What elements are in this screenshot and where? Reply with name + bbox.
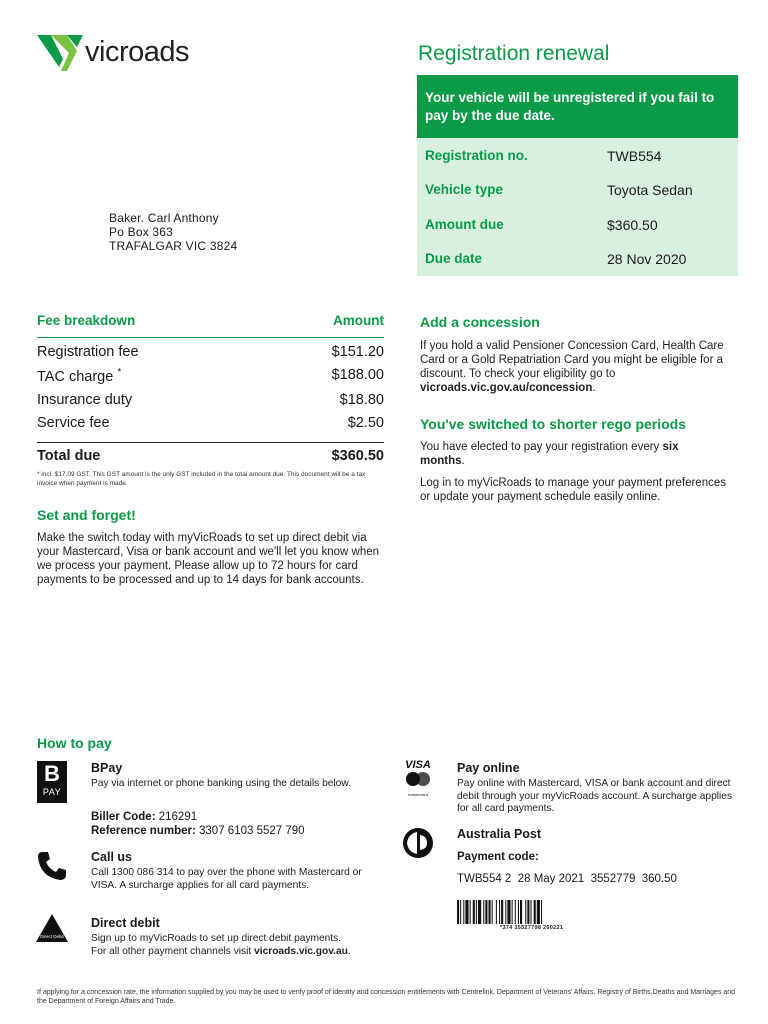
vicroads-logo — [37, 33, 189, 71]
card-logos — [402, 759, 434, 797]
barcode-bar — [518, 900, 519, 924]
barcode-bar — [460, 900, 461, 924]
direct-debit-icon — [35, 913, 69, 943]
total-label: Total due — [37, 448, 101, 464]
australia-post-icon — [402, 827, 434, 859]
barcode — [457, 900, 619, 924]
mastercard-label: mastercard — [407, 792, 428, 797]
detail-value: $360.50 — [607, 217, 658, 233]
detail-value: Toyota Sedan — [607, 182, 693, 198]
fee-amount: $151.20 — [331, 344, 384, 360]
biller-code-label: Biller Code: — [91, 811, 156, 823]
direct-debit-text — [91, 933, 351, 958]
shorter-rego-text — [420, 440, 725, 468]
concession-title: Add a concession — [420, 314, 540, 330]
direct-debit-icon-text: Direct Debit — [40, 934, 64, 939]
barcode-bar — [525, 900, 526, 924]
registration-details — [417, 138, 738, 276]
direct-debit-body: Sign up to myVicRoads to set up direct debit payments. For all other payment channels visit — [91, 933, 342, 957]
barcode-bar — [483, 900, 484, 924]
shorter-text-body: You have elected to pay your registration every — [420, 441, 663, 453]
bpay-icon-label: PAY — [42, 787, 62, 797]
shorter-text-end: . — [461, 455, 465, 467]
mailing-address — [109, 211, 237, 253]
barcode-bar — [512, 900, 513, 924]
barcode-bar — [473, 900, 475, 924]
bpay-icon-letter: B — [44, 761, 60, 786]
barcode-bar — [465, 900, 468, 924]
myvicroads-text: Log in to myVicRoads to manage your payment preferences or update your payment schedule easily online. — [420, 477, 726, 503]
reference-label: Reference number: — [91, 825, 196, 837]
gst-footnote: * incl. $17.09 GST. This GST amount is the only GST included in the total amount due. This document will be a tax invoice when payment is made. — [37, 471, 366, 487]
address-line: Baker. Carl Anthony — [109, 211, 219, 225]
vicroads-link[interactable]: vicroads.vic.gov.au — [254, 945, 348, 957]
fee-row — [37, 415, 384, 438]
fee-header-amount: Amount — [333, 313, 384, 328]
barcode-bar — [534, 900, 536, 924]
fee-row — [37, 392, 384, 415]
barcode-bar — [489, 900, 491, 924]
concession-end: . — [592, 382, 596, 394]
barcode-bar — [476, 900, 477, 924]
barcode-bar — [537, 900, 540, 924]
brand-name: vicroads — [85, 35, 189, 68]
detail-label: Vehicle type — [425, 182, 504, 197]
barcode-bar — [515, 900, 516, 924]
direct-debit-end: . — [347, 945, 351, 957]
barcode-bar — [457, 900, 459, 924]
detail-label: Amount due — [425, 217, 504, 232]
call-us-title: Call us — [91, 850, 132, 864]
detail-label: Due date — [425, 251, 483, 266]
visa-icon: VISA — [405, 759, 431, 771]
reference-value: 3307 6103 5527 790 — [199, 825, 305, 837]
barcode-bar — [492, 900, 493, 924]
pay-online-title: Pay online — [457, 761, 520, 775]
fee-label: TAC charge — [37, 368, 114, 385]
barcode-bar — [520, 900, 522, 924]
warning-box — [417, 75, 738, 138]
barcode-bar — [499, 900, 500, 924]
fee-amount: $2.50 — [347, 415, 384, 431]
fee-amount: $18.80 — [339, 392, 384, 408]
vicroads-chevron-icon — [37, 33, 83, 71]
direct-debit-title: Direct debit — [91, 916, 160, 930]
concession-link[interactable]: vicroads.vic.gov.au/concession — [420, 382, 593, 394]
pay-online-text: Pay online with Mastercard, VISA or bank account and direct debit through your myVicRoads account. A surcharge applies for all card payments. — [457, 778, 733, 814]
address-line: Po Box 363 — [109, 225, 174, 239]
fee-label: Registration fee — [37, 344, 139, 360]
fee-label: Service fee — [37, 415, 110, 431]
barcode-bar — [470, 900, 471, 924]
payment-code-value: TWB554 2 28 May 2021 3552779 360.50 — [457, 873, 677, 885]
address-line: TRAFALGAR VIC 3824 — [109, 239, 238, 253]
barcode-bar — [507, 900, 510, 924]
australia-post-title: Australia Post — [457, 827, 542, 841]
barcode-bar — [478, 900, 481, 924]
shorter-rego-title: You've switched to shorter rego periods — [420, 416, 687, 432]
phone-icon — [36, 850, 68, 882]
fee-header — [37, 313, 384, 338]
fee-header-label: Fee breakdown — [37, 313, 136, 328]
how-to-pay-title: How to pay — [37, 735, 112, 751]
detail-label: Registration no. — [425, 148, 528, 163]
legal-disclaimer: If applying for a concession rate, the information supplied by you may be used to verify proof of identity and concession entitlements with Centrelink, Department of Veterans' Affairs, Registry of Births,Deaths and Marriages and the Department of Foreign Affairs and Trade. — [37, 989, 736, 1005]
warning-text: Your vehicle will be unregistered if you fail to pay by the due date. — [425, 90, 715, 123]
detail-value: TWB554 — [607, 148, 662, 164]
biller-code-value: 216291 — [158, 811, 198, 823]
concession-body: If you hold a valid Pensioner Concession Card, Health Care Card or a Gold Repatriation Card you might be eligible for a discount. To check your eligibility go to — [420, 340, 724, 380]
concession-text — [420, 339, 730, 395]
barcode-bar — [531, 900, 532, 924]
barcode-bar — [501, 900, 503, 924]
barcode-bar — [505, 900, 506, 924]
footnote-mark: * — [117, 367, 122, 378]
bpay-codes — [91, 810, 305, 838]
total-row — [37, 442, 384, 468]
payment-code-label: Payment code: — [457, 851, 539, 863]
bpay-icon — [37, 761, 67, 803]
registration-title: Registration renewal — [418, 42, 610, 65]
shorter-text-bold: six months — [420, 441, 679, 467]
barcode-text: *374 35527798 260221 — [500, 925, 564, 931]
call-us-text: Call 1300 086 314 to pay over the phone with Mastercard or VISA. A surcharge applies for all card payments. — [91, 867, 362, 891]
set-forget-text: Make the switch today with myVicRoads to set up direct debit via your Mastercard, Visa or bank account and we'll let you know when we process your payment. Please allow up to 72 hours for card payments to be processed and up to 14 days for bank accounts. — [37, 532, 380, 586]
barcode-bar — [527, 900, 529, 924]
barcode-bar — [496, 900, 497, 924]
mastercard-icon — [402, 771, 434, 787]
total-amount: $360.50 — [331, 448, 384, 464]
barcode-bar — [463, 900, 464, 924]
barcode-bar — [541, 900, 542, 924]
set-forget-title: Set and forget! — [37, 507, 136, 523]
fee-label: Insurance duty — [37, 392, 133, 408]
bpay-text: Pay via internet or phone banking using the details below. — [91, 778, 351, 789]
fee-row — [37, 344, 384, 367]
bpay-title: BPay — [91, 761, 123, 775]
barcode-bar — [485, 900, 487, 924]
fee-row — [37, 367, 384, 392]
detail-value: 28 Nov 2020 — [607, 251, 687, 267]
fee-breakdown-table — [37, 313, 384, 488]
fee-amount: $188.00 — [331, 367, 384, 383]
